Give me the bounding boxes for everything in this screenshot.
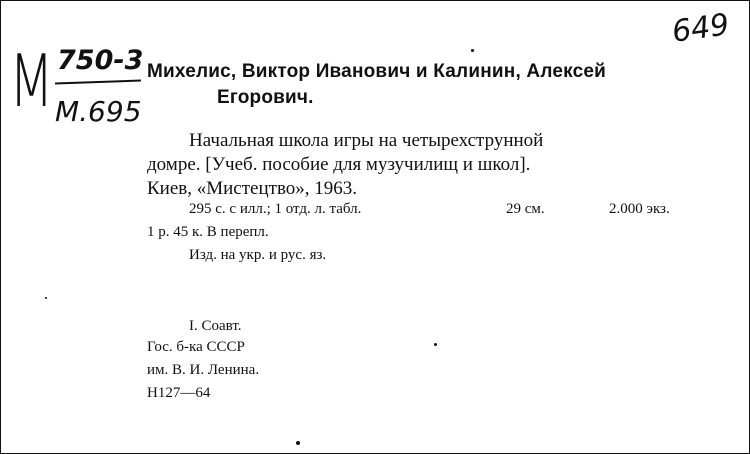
- book-size: 29 см.: [506, 201, 545, 217]
- speck: [471, 49, 474, 52]
- language-note: Изд. на укр. и рус. яз.: [189, 247, 327, 263]
- handwritten-letter: М: [9, 39, 53, 123]
- authors-line-1: Михелис, Виктор Иванович и Калинин, Алексей: [147, 61, 606, 82]
- handwritten-corner-number: 649: [669, 7, 732, 50]
- title-line-2: домре. [Учеб. пособие для музучилищ и школ].: [147, 154, 531, 175]
- speck: [434, 343, 437, 346]
- price-binding: 1 р. 45 к. В перепл.: [147, 224, 269, 240]
- publisher-line: Киев, «Мистецтво», 1963.: [147, 178, 358, 199]
- handwritten-call-number: М.695: [55, 95, 142, 128]
- library-line-1: Гос. б-ка СССР: [147, 339, 245, 355]
- pagination: 295 с. с илл.; 1 отд. л. табл.: [189, 201, 362, 217]
- speck: [296, 441, 300, 445]
- title-line-1: Начальная школа игры на четырехструнной: [189, 130, 544, 151]
- tracing-item: I. Соавт.: [189, 318, 242, 334]
- authors-line-2: Егорович.: [217, 87, 314, 108]
- card-code: Н127—64: [147, 385, 211, 401]
- handwritten-shelf-number: 750-3: [57, 45, 144, 76]
- library-line-2: им. В. И. Ленина.: [147, 362, 260, 378]
- speck: [45, 297, 47, 299]
- handwritten-divider: [55, 79, 141, 84]
- print-run: 2.000 экз.: [609, 201, 670, 217]
